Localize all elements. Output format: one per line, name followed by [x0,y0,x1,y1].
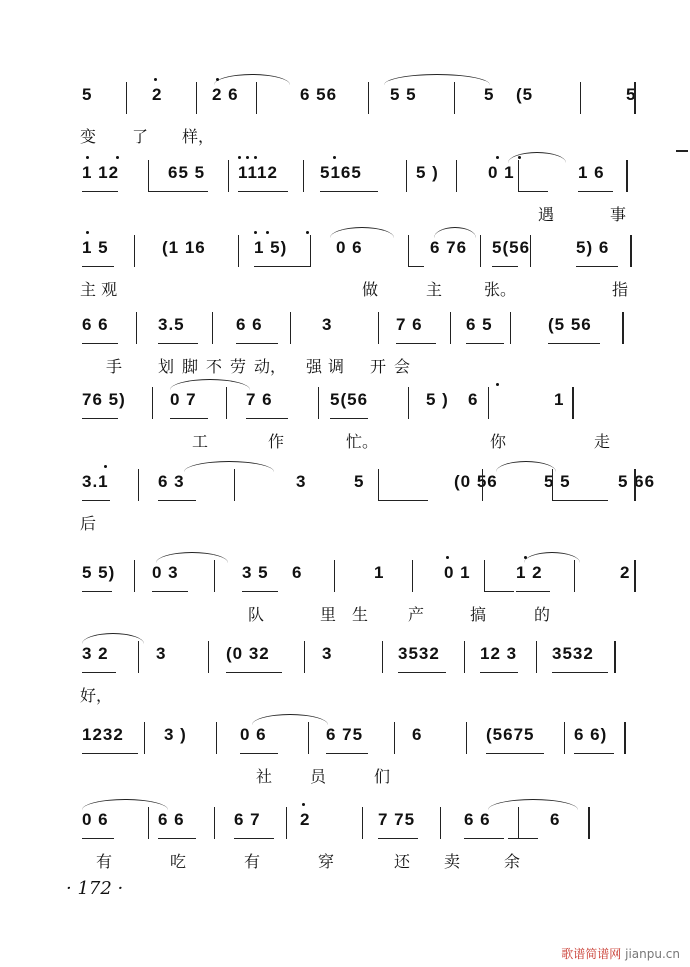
bar-line [614,641,616,673]
lyric-syllable: 们 [374,767,391,786]
duration-underline [378,838,418,839]
duration-underline [240,753,278,754]
bar-line [378,469,379,501]
octave-dot [216,78,219,81]
duration-underline [82,500,110,501]
bar-line [466,722,467,754]
lyrics-row [78,683,638,711]
lyric-syllable: 主 观 [80,280,118,299]
duration-underline [464,838,504,839]
bar-line [518,160,519,192]
score-system [78,720,638,810]
lyric-syllable: 卖 [444,852,461,871]
lyrics-row [78,511,638,539]
note-group: 6 [550,810,561,829]
bar-line [196,82,197,114]
note-group: 6 76 [430,238,468,257]
note-group: 3 5 [242,563,269,582]
duration-underline [226,672,282,673]
duration-underline [234,838,274,839]
duration-underline [158,343,198,344]
note-group: 6 6 [82,315,109,334]
duration-underline [508,838,538,839]
bar-line [580,82,581,114]
lyric-syllable: 生 [352,605,369,624]
bar-line [634,82,636,114]
bar-line [208,641,209,673]
duration-underline [378,500,428,501]
note-group: 5 [626,85,637,104]
note-group: 3 [322,644,333,663]
octave-dot [246,156,249,159]
bar-line [238,235,239,267]
lyric-syllable: 走 [594,432,611,451]
bar-line [394,722,395,754]
notes-row [78,558,638,594]
note-group: 0 3 [152,563,179,582]
duration-underline [398,672,446,673]
note-group: 1 [554,390,565,409]
duration-underline [238,191,288,192]
score-system [78,467,656,557]
duration-underline [576,266,618,267]
bar-line [574,560,575,592]
slur [384,74,490,85]
score-system [78,558,638,648]
lyric-syllable: 遇 [538,205,555,224]
duration-underline [148,191,208,192]
slur [214,74,290,85]
note-group: 5(56 [330,390,369,409]
lyric-syllable: 手 [106,357,123,376]
note-group: (1 16 [162,238,206,257]
octave-dot [86,156,89,159]
notes-row [78,80,638,116]
note-group: 0 6 [82,810,109,829]
bar-line [138,641,139,673]
note-group: 1 5 [82,238,109,257]
note-group: 5 5 [390,85,417,104]
bar-line [378,312,379,344]
bar-line [552,469,553,501]
octave-dot [266,231,269,234]
note-group: 0 6 [336,238,363,257]
duration-underline [236,343,278,344]
bar-line [136,312,137,344]
note-group: 6 75 [326,725,364,744]
bar-line [626,160,628,192]
lyric-syllable: 吃 [170,852,187,871]
bar-line [450,312,451,344]
lyric-syllable: 好， [80,686,113,705]
octave-dot [238,156,241,159]
bar-line [214,560,215,592]
lyric-syllable: 做 [362,280,379,299]
bar-line [318,387,319,419]
duration-underline [170,418,208,419]
lyric-syllable: 工 [192,432,209,451]
lyric-syllable: 忙。 [346,432,379,451]
lyric-syllable: 社 [256,767,273,786]
bar-line [286,807,287,839]
octave-dot [306,231,309,234]
note-group: 2 [620,563,631,582]
lyric-syllable: 不 [206,357,223,376]
bar-line [454,82,455,114]
score-system [78,385,638,475]
octave-dot [496,383,499,386]
score-system [78,805,638,895]
bar-line [480,235,481,267]
octave-dot [446,556,449,559]
bar-line [138,469,139,501]
notes-row [78,639,638,675]
duration-underline [396,343,436,344]
lyric-syllable: 强 [306,357,323,376]
bar-line [634,469,636,501]
lyric-syllable: 主 [426,280,443,299]
lyric-syllable: 动， [254,357,287,376]
bar-line [334,560,335,592]
lyric-syllable: 样， [182,127,215,146]
bar-line [488,387,489,419]
notes-row [78,385,638,421]
lyric-syllable: 指 [612,280,629,299]
note-group: 65 5 [168,163,206,182]
duration-underline [574,753,614,754]
note-group: 3 [156,644,167,663]
lyric-syllable: 里 [320,605,337,624]
bar-line [134,235,135,267]
note-group: 5 [82,85,93,104]
octave-dot [333,156,336,159]
lyrics-row [78,602,638,630]
note-group: 5 ) [426,390,449,409]
duration-underline [552,500,608,501]
bar-line [536,641,537,673]
lyrics-row [78,429,638,457]
watermark [561,945,680,962]
lyric-syllable: 调 [328,357,345,376]
lyric-syllable: 张。 [484,280,517,299]
bar-line [382,641,383,673]
bar-line [412,560,413,592]
note-group: 5 5) [82,563,116,582]
note-group: 6 5 [466,315,493,334]
bar-line [304,641,305,673]
lyric-syllable: 你 [490,432,507,451]
lyric-syllable: 产 [408,605,425,624]
note-group: 7 6 [246,390,273,409]
bar-line [482,469,483,501]
bar-line [290,312,291,344]
note-group: 3.5 [158,315,185,334]
note-group: 0 1 [488,163,515,182]
score-system [78,639,638,729]
bar-line [216,722,217,754]
octave-dot [154,78,157,81]
lyrics-row [78,764,638,792]
duration-underline [486,753,544,754]
bar-line [148,807,149,839]
watermark-site: 歌谱简谱网 [561,947,622,961]
duration-underline [548,343,600,344]
note-group: (5 56 [548,315,592,334]
octave-dot [104,465,107,468]
duration-underline [82,591,112,592]
note-group: 5 66 [618,472,656,491]
note-group: (5675 [486,725,535,744]
duration-underline [82,838,114,839]
lyric-syllable: 劳 [230,357,247,376]
bar-line [152,387,153,419]
bar-line [214,807,215,839]
lyric-syllable: 划 [158,357,175,376]
bar-line [518,807,519,839]
note-group: 5(56 [492,238,531,257]
lyric-syllable: 穿 [318,852,335,871]
note-group: 1 [374,563,385,582]
lyrics-row [78,849,638,877]
lyric-syllable: 脚 [182,357,199,376]
duration-underline [330,418,368,419]
note-group: 0 7 [170,390,197,409]
bar-line [234,469,235,501]
note-group: (5 [516,85,534,104]
watermark-url: jianpu.cn [625,947,680,961]
duration-underline [466,343,504,344]
notes-row [78,233,638,269]
note-group: 5 [484,85,495,104]
lyric-syllable: 开 [370,357,387,376]
duration-underline [320,191,378,192]
note-group: 1 6 [578,163,605,182]
bar-line [588,807,590,839]
note-group: 3 ) [164,725,187,744]
octave-dot [524,556,527,559]
duration-underline [578,191,613,192]
bar-line [406,160,407,192]
lyric-syllable: 了 [132,127,149,146]
lyric-syllable: 有 [96,852,113,871]
lyric-syllable: 的 [534,605,551,624]
bar-line [308,722,309,754]
octave-dot [254,156,257,159]
note-group: 5 5 [544,472,571,491]
note-group: 6 [468,390,479,409]
bar-line [630,235,632,267]
lyric-syllable: 会 [394,357,411,376]
duration-underline [82,266,114,267]
lyric-syllable: 变 [80,127,97,146]
bar-line [310,235,311,267]
duration-underline [480,672,518,673]
margin-mark [676,150,688,152]
notes-row [78,467,656,503]
bar-line [464,641,465,673]
note-group: 5) 6 [576,238,610,257]
notes-row [78,310,638,346]
octave-dot [254,231,257,234]
bar-line [530,235,531,267]
lyric-syllable: 余 [504,852,521,871]
note-group: 76 5) [82,390,126,409]
note-group: 3.1 [82,472,109,491]
lyric-syllable: 有 [244,852,261,871]
duration-underline [484,591,514,592]
note-group: 1232 [82,725,124,744]
notes-row [78,720,638,756]
bar-line [456,160,457,192]
bar-line [408,235,409,267]
bar-line [212,312,213,344]
bar-line [564,722,565,754]
note-group: (0 56 [454,472,498,491]
duration-underline [242,591,278,592]
duration-underline [326,753,368,754]
note-group: 5165 [320,163,362,182]
lyric-syllable: 作 [268,432,285,451]
duration-underline [516,591,550,592]
note-group: 0 1 [444,563,471,582]
bar-line [368,82,369,114]
bar-line [148,160,149,192]
duration-underline [82,191,118,192]
bar-line [126,82,127,114]
bar-line [510,312,511,344]
note-group: 1112 [238,163,278,182]
note-group: 1 12 [82,163,120,182]
duration-underline [152,591,188,592]
note-group: 7 6 [396,315,423,334]
note-group: 3532 [552,644,594,663]
lyrics-row [78,202,638,230]
bar-line [624,722,626,754]
bar-line [634,560,636,592]
bar-line [572,387,574,419]
lyrics-row [78,354,638,382]
note-group: 6 7 [234,810,261,829]
note-group: 1 5) [254,238,288,257]
note-group: 3 [296,472,307,491]
note-group: 6 6) [574,725,608,744]
note-group: 7 75 [378,810,416,829]
duration-underline [82,418,118,419]
duration-underline [518,191,548,192]
note-group: 6 6 [464,810,491,829]
bar-line [362,807,363,839]
note-group: 6 3 [158,472,185,491]
octave-dot [302,803,305,806]
lyric-syllable: 还 [394,852,411,871]
lyrics-row [78,277,638,305]
note-group: 5 ) [416,163,439,182]
note-group: 5 [354,472,365,491]
note-group: 2 [300,810,311,829]
lyric-syllable: 搞 [470,605,487,624]
notes-row [78,158,638,194]
duration-underline [552,672,608,673]
page-number: · 172 · [66,878,124,899]
bar-line [226,387,227,419]
bar-line [144,722,145,754]
note-group: 6 6 [236,315,263,334]
note-group: 3 2 [82,644,109,663]
duration-underline [246,418,288,419]
duration-underline [158,838,196,839]
note-group: 0 6 [240,725,267,744]
note-group: 1 2 [516,563,543,582]
octave-dot [496,156,499,159]
duration-underline [158,500,196,501]
lyric-syllable: 后 [80,514,97,533]
octave-dot [116,156,119,159]
note-group: 6 6 [158,810,185,829]
lyric-syllable: 队 [248,605,265,624]
note-group: 12 3 [480,644,518,663]
note-group: 6 [412,725,423,744]
note-group: 6 56 [300,85,338,104]
lyric-syllable: 事 [610,205,627,224]
bar-line [622,312,624,344]
note-group: 3 [322,315,333,334]
note-group: 3532 [398,644,440,663]
bar-line [134,560,135,592]
note-group: 2 6 [212,85,239,104]
duration-underline [254,266,310,267]
bar-line [303,160,304,192]
bar-line [440,807,441,839]
duration-underline [492,266,518,267]
note-group: (0 32 [226,644,270,663]
duration-underline [408,266,424,267]
duration-underline [82,672,116,673]
lyric-syllable: 员 [310,767,327,786]
bar-line [228,160,229,192]
duration-underline [82,753,138,754]
bar-line [484,560,485,592]
notes-row [78,805,638,841]
lyrics-row [78,124,638,152]
bar-line [256,82,257,114]
note-group: 6 [292,563,303,582]
octave-dot [86,231,89,234]
duration-underline [82,343,118,344]
note-group: 2 [152,85,163,104]
bar-line [408,387,409,419]
octave-dot [518,156,521,159]
